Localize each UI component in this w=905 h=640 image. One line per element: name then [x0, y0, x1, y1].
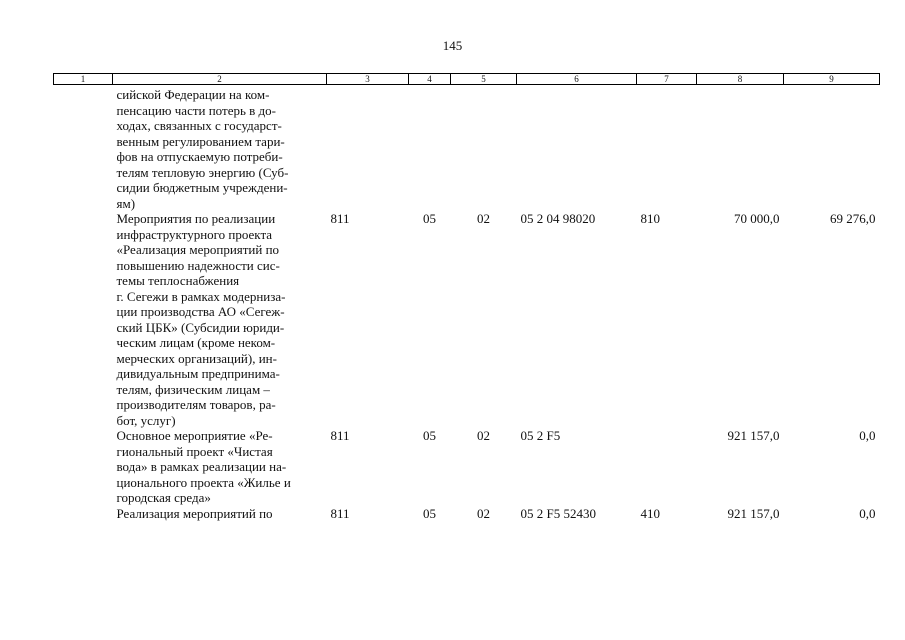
cell-amount-executed: 0,0 [859, 428, 876, 443]
cell-section: 05 [423, 211, 436, 226]
table-header-row [54, 74, 880, 85]
cell-subsection: 02 [477, 428, 490, 443]
cell-target-article: 05 2 04 98020 [520, 211, 596, 226]
table-row [54, 428, 880, 506]
budget-table [53, 73, 880, 521]
header-col-9: 9 [784, 74, 880, 85]
header-col-5: 5 [451, 74, 517, 85]
cell-section: 05 [423, 505, 436, 521]
header-col-3: 3 [327, 74, 409, 85]
table-row [54, 85, 880, 212]
cell-col-1 [54, 85, 113, 212]
header-col-1: 1 [54, 74, 113, 85]
table-row [54, 211, 880, 428]
cell-amount-planned: 921 157,0 [727, 428, 780, 443]
cell-section [409, 85, 451, 212]
cell-name: сийской Федерации на ком- пенсацию части потерь в до- ходах, связанных с государст- венным регулированием тари- фов на отпускаемую потреби- телям тепловую энергию (Суб- сидии бюджетным учреждени- ям) [116, 87, 289, 211]
cell-subsection [451, 85, 517, 212]
cell-amount-planned: 70 000,0 [734, 211, 780, 226]
cell-amount-executed: 69 276,0 [830, 211, 876, 226]
page-number: 145 [442, 38, 463, 53]
cell-col-1 [54, 506, 113, 522]
header-col-8: 8 [697, 74, 784, 85]
cell-admin-code: 811 [330, 428, 350, 443]
header-col-6: 6 [517, 74, 637, 85]
cell-amount-planned: 921 157,0 [727, 505, 780, 521]
cell-target-article: 05 2 F5 [520, 428, 561, 443]
cell-subsection: 02 [477, 211, 490, 226]
cell-name: Основное мероприятие «Ре- гиональный проект «Чистая вода» в рамках реализации на- ционального проекта «Жилье и городская среда» [116, 428, 291, 505]
cell-col-1 [54, 211, 113, 428]
cell-amount-executed: 0,0 [859, 505, 876, 521]
cell-name: Реализация мероприятий по [116, 505, 273, 521]
header-col-7: 7 [637, 74, 697, 85]
table-row [54, 506, 880, 522]
cell-target-article: 05 2 F5 52430 [520, 505, 596, 521]
header-col-2: 2 [113, 74, 327, 85]
cell-amount-executed [784, 85, 880, 212]
cell-expense-type [637, 428, 697, 506]
cell-admin-code: 811 [330, 211, 350, 226]
cell-col-1 [54, 428, 113, 506]
cell-section: 05 [423, 428, 436, 443]
cell-name: Мероприятия по реализации инфраструктурного проекта «Реализация мероприятий по повышению надежности сис- темы теплоснабжения г. Сегежи в рамках модерниза- ции производства АО «Сегеж- ский ЦБК» (Субсидии юриди- ческим лицам (кроме неком- мерческих организаций), ин- дивидуальным предпринима- телям, физическим лицам – производителям товаров, ра- бот, услуг) [116, 211, 286, 428]
cell-subsection: 02 [477, 505, 490, 521]
cell-target-article [517, 85, 637, 212]
cell-amount-planned [697, 85, 784, 212]
cell-expense-type [637, 85, 697, 212]
header-col-4: 4 [409, 74, 451, 85]
cell-admin-code: 811 [330, 505, 350, 521]
cell-expense-type: 410 [640, 505, 660, 521]
cell-expense-type: 810 [640, 211, 660, 226]
cell-admin-code [327, 85, 409, 212]
